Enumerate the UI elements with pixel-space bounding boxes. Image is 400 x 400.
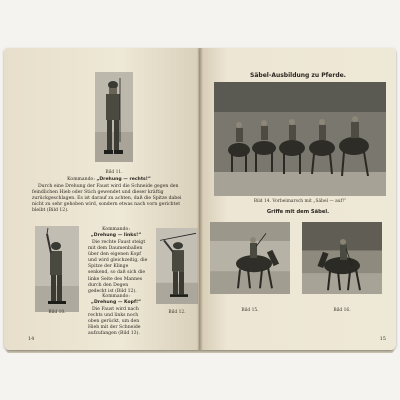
caption-bild-12: Bild 12. (168, 310, 186, 315)
photo-bild-11 (95, 72, 133, 162)
caption-bild-15: Bild 15. (241, 308, 259, 313)
page-number-right: 15 (379, 336, 386, 342)
command-1-label: Kommando: (67, 177, 95, 182)
page-edge (6, 350, 394, 353)
right-page-heading: Säbel-Ausbildung zu Pferde. (250, 72, 346, 79)
page-number-left: 14 (28, 336, 35, 342)
command-3-label: Kommando: (102, 294, 130, 299)
paragraph-3 (88, 307, 148, 337)
command-2-label: Kommando: (102, 227, 130, 232)
photo-bild-12 (156, 228, 198, 304)
soldier-standing-photo (95, 72, 133, 162)
rider-saber-photo-2 (302, 222, 382, 294)
paragraph-2-text: Die rechte Faust steigt mit dem Daumenballen über den eigenen Kopf und wird gleichzeitig, die Spitze der Klinge senkend, so daß sich die linke Seite des Mannes durch den Degen gedeckt ist (Bild 12). (88, 240, 148, 294)
cavalry-march-photo (214, 82, 386, 196)
photo-bild-10 (35, 226, 79, 312)
open-book (4, 48, 396, 352)
soldier-saber-overhead-photo (156, 228, 198, 304)
command-2-word: „Drehung — links!“ (90, 233, 142, 238)
photo-bild-14 (214, 82, 386, 196)
paragraph-1-text: Durch eine Drehung der Faust wird die Schneide gegen den feindlichen Hieb oder Stich gewendet und dieser kräftig zurückgeschlagen. Es ist darauf zu achten, daß die Spitze dabei nicht zu sehr gehoben wird, sondern etwas nach vorn gerichtet bleibt (Bild 12). (32, 184, 182, 214)
command-3-word: „Drehung — Kopf!“ (90, 300, 142, 305)
caption-bild-16: Bild 16. (333, 308, 351, 313)
command-3 (86, 294, 146, 306)
left-page (4, 48, 200, 350)
command-2 (86, 227, 146, 239)
book-gutter (197, 48, 203, 350)
photo-bild-16 (302, 222, 382, 294)
paragraph-2 (88, 240, 148, 295)
paragraph-3-text: Die Faust wird nach rechts und links noch oben gerückt, um den Hieb mit der Schneide aufzufangen (Bild 13). (88, 307, 141, 337)
photo-bild-15 (210, 222, 290, 294)
right-page-subheading: Griffe mit dem Säbel. (266, 209, 330, 215)
right-page (200, 48, 396, 350)
caption-bild-11: Bild 11. (105, 170, 123, 175)
command-1 (44, 177, 174, 183)
rider-saber-photo-1 (210, 222, 290, 294)
caption-bild-14: Bild 14. Vorbeimarsch mit „Säbel — auf!“ (253, 199, 347, 204)
caption-bild-10: Bild 10. (48, 310, 66, 315)
command-1-word: „Drehung — rechts!“ (96, 177, 151, 182)
paragraph-1 (32, 184, 187, 214)
soldier-saber-raised-photo (35, 226, 79, 312)
